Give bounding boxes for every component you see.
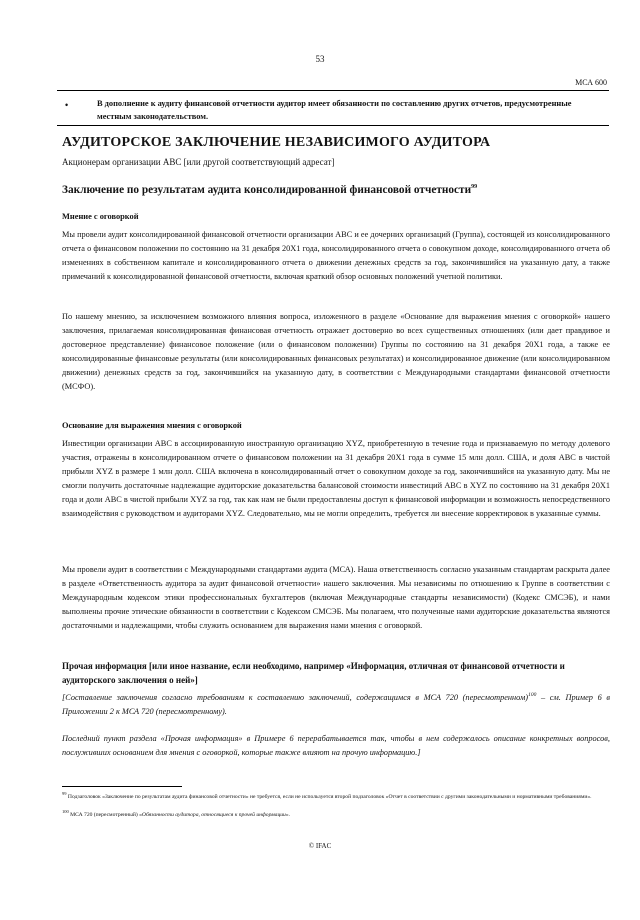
footnote-divider: [62, 786, 182, 787]
report-title: АУДИТОРСКОЕ ЗАКЛЮЧЕНИЕ НЕЗАВИСИМОГО АУДИТОРА: [62, 135, 491, 150]
footnote-99: [62, 790, 610, 801]
addressee: Акционерам организации ABC [или другой соответствующий адресат]: [62, 157, 335, 167]
section-heading: [62, 184, 477, 196]
bullet-box-text: В дополнение к аудиту финансовой отчетности аудитор имеет обязанности по составлению других отчетов, предусмотренные местным законодательством.: [97, 99, 572, 121]
other-info-heading: Прочая информация [или иное название, если необходимо, например «Информация, отличная от финансовой отчетности и аудиторского заключения о ней»]: [62, 661, 565, 685]
page-number: 53: [315, 54, 325, 64]
footer-copyright: © IFAC: [308, 842, 332, 850]
opinion-heading: Мнение с оговоркой: [62, 212, 139, 221]
footnote-100: [62, 808, 610, 819]
opinion-paragraph-1: Мы провели аудит консолидированной финансовой отчетности организации ABC и ее дочерних организаций (Группа), состоящей из консолидированного отчета о финансовом положении по состоянию на 31 декабря 20X1 года, консолидированного отчета о совокупном доходе, консолидированного отчета об изменениях в собственном капитале и консолидированного отчета о движении денежных средств за год, закончившийся на указанную дату, а также примечаний к консолидированной финансовой отчетности, включая краткий обзор основных положений учетной политики.: [62, 230, 610, 281]
other-info-paragraph-1: [62, 691, 610, 719]
basis-paragraph-2: Мы провели аудит в соответствии с Международными стандартами аудита (МСА). Наша ответственность согласно указанным стандартам раскрыта далее в разделе «Ответственность аудитора за аудит финансовой отчетности» нашего заключения. Мы независимы по отношению к Группе в соответствии с Международным кодексом этики профессиональных бухгалтеров (включая Международные стандарты независимости) (Кодекс СМСЭБ), и нами выполнены прочие этические обязанности в соответствии с Кодексом СМСЭБ. Мы полагаем, что полученные нами аудиторские доказательства являются достаточными и надлежащими, чтобы служить основанием для выражения нами мнения с оговоркой.: [62, 565, 610, 630]
footnote-ref-100: 100: [528, 692, 537, 699]
footnote-100-number: 100: [62, 809, 69, 814]
standard-label: МСА 600: [575, 78, 607, 87]
other-info-p1-text-a: [Составление заключения согласно требованиям к составлению заключений, содержащимся в МСА 720 (пересмотренном): [62, 693, 529, 702]
footnote-ref-99: 99: [471, 184, 478, 191]
section-heading-text: Заключение по результатам аудита консолидированной финансовой отчетности: [62, 184, 472, 196]
footnote-100-text-a: МСА 720 (пересмотренный) «: [70, 811, 142, 818]
opinion-paragraph-2: По нашему мнению, за исключением возможного влияния вопроса, изложенного в разделе «Основание для выражения мнения с оговоркой» нашего заключения, прилагаемая консолидированная финансовая отчетность отражает достоверно во всех существенных отношениях (или дает правдивое и достоверное представление) финансовое положение (или о финансовом положении) Группы по состоянию на 31 декабря 20X1 года, а также ее консолидированные финансовые результаты (или консолидированных финансовых результатах) и консолидированное движение (или консолидированном движении) денежных средств за год, закончившийся на указанную дату, в соответствии с Международными стандартами финансовой отчетности (МСФО).: [62, 312, 610, 391]
bullet-icon: •: [65, 100, 69, 110]
footnote-100-text-b: Обязанности аудитора, относящиеся к прочей информации: [141, 811, 286, 818]
bullet-box: [57, 90, 609, 126]
footnote-99-number: 99: [62, 791, 67, 796]
footnote-99-text: Подзаголовок «Заключение по результатам аудита финансовой отчетности» не требуется, если не используется второй подзаголовок «Отчет в соответствии с другими законодательными и нормативными требованиями».: [67, 793, 592, 800]
basis-paragraph-1: Инвестиции организации ABC в ассоциированную иностранную организацию XYZ, приобретенную в течение года и признаваемую по методу долевого участия, отражены в консолидированном отчете о финансовом положении на 31 декабря 20X1 года в сумме 15 млн долл. США, и доля ABC в чистой прибыли XYZ в размере 1 млн долл. США включена в консолидированный отчет о совокупном доходе за год, закончившийся на указанную дату. Мы не смогли получить достаточные надлежащие аудиторские доказательства балансовой стоимости инвестиций ABC в XYZ по состоянию на 31 декабря 20X1 года и доли ABC в чистой прибыли XYZ за год, так как нам не были предоставлены доступ к финансовой информации и возможность непосредственного взаимодействия с руководством и аудиторами XYZ. Следовательно, мы не могли определить, требуется ли внесение корректировок в указанные суммы.: [62, 439, 610, 518]
other-info-p1-text-b: – см. Пример 6 в Приложении 2 к МСА 720 (пересмотренному).: [62, 693, 610, 716]
basis-heading: Основание для выражения мнения с оговоркой: [62, 421, 242, 430]
other-info-paragraph-2: Последний пункт раздела «Прочая информация» в Примере 6 перерабатывается так, чтобы в нем содержалось описание конкретных вопросов, послуживших основанием для мнения с оговоркой, которые также влияют на прочую информацию.]: [62, 734, 610, 757]
footnote-100-text-c: ».: [285, 811, 291, 818]
